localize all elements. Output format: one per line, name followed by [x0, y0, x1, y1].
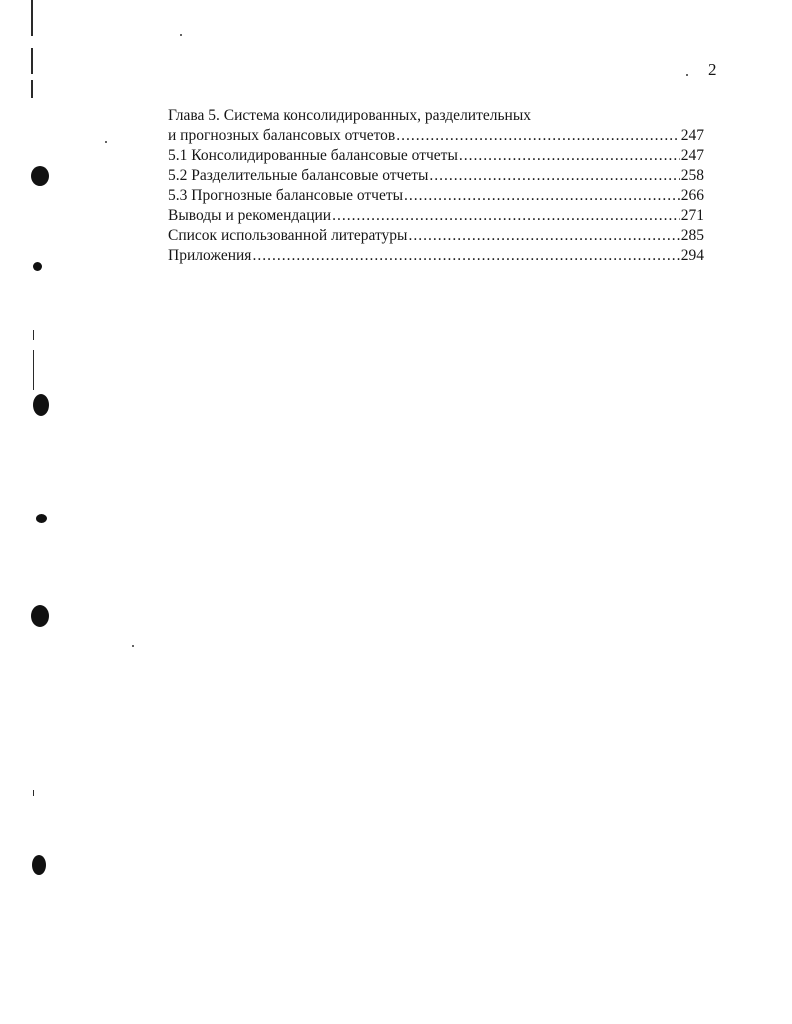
toc-entry-page: 271 — [680, 207, 704, 224]
toc-entry-page: 285 — [680, 227, 704, 244]
scan-edge-line — [31, 0, 33, 36]
punch-hole — [33, 394, 49, 416]
scan-speck — [180, 34, 182, 36]
scan-speck — [132, 645, 134, 647]
punch-hole — [36, 514, 47, 523]
toc-entry — [168, 146, 704, 166]
dot-leader — [332, 206, 680, 226]
scan-edge-line — [31, 80, 33, 98]
scan-edge-line — [33, 790, 34, 796]
toc-entry — [168, 206, 704, 226]
toc-entry-page: 247 — [680, 127, 704, 144]
scan-edge-line — [33, 330, 34, 340]
punch-hole — [32, 855, 46, 875]
punch-hole — [31, 605, 49, 627]
toc-chapter-heading: Глава 5. Система консолидированных, разделительных — [168, 107, 532, 124]
toc-entry-page: 266 — [680, 187, 704, 204]
toc-entry-title: 5.1 Консолидированные балансовые отчеты — [168, 147, 458, 164]
toc-entry — [168, 166, 704, 186]
toc-entry — [168, 226, 704, 246]
toc-entry-title: Список использованной литературы — [168, 227, 408, 244]
scan-speck — [105, 141, 107, 143]
dot-leader — [404, 186, 680, 206]
dot-leader — [252, 246, 679, 266]
toc-entry-page: 258 — [680, 167, 704, 184]
toc-entry-title: и прогнозных балансовых отчетов — [168, 127, 396, 144]
toc-entry — [168, 246, 704, 266]
toc-entry-title: Приложения — [168, 247, 252, 264]
dot-leader — [396, 126, 679, 146]
scan-speck — [686, 74, 688, 76]
toc-entry-title: Выводы и рекомендации — [168, 207, 332, 224]
toc-entry — [168, 126, 704, 146]
punch-hole — [33, 262, 42, 271]
toc-entry-title: 5.3 Прогнозные балансовые отчеты — [168, 187, 404, 204]
dot-leader — [408, 226, 679, 246]
dot-leader — [459, 146, 680, 166]
scan-edge-line — [31, 48, 33, 74]
punch-hole — [31, 166, 49, 186]
page-number: 2 — [708, 60, 717, 79]
table-of-contents — [168, 106, 704, 266]
toc-entry-title: 5.2 Разделительные балансовые отчеты — [168, 167, 429, 184]
toc-entry-page: 294 — [680, 247, 704, 264]
toc-entry — [168, 186, 704, 206]
dot-leader — [429, 166, 679, 186]
scan-edge-line — [33, 350, 34, 390]
toc-entry-page: 247 — [680, 147, 704, 164]
